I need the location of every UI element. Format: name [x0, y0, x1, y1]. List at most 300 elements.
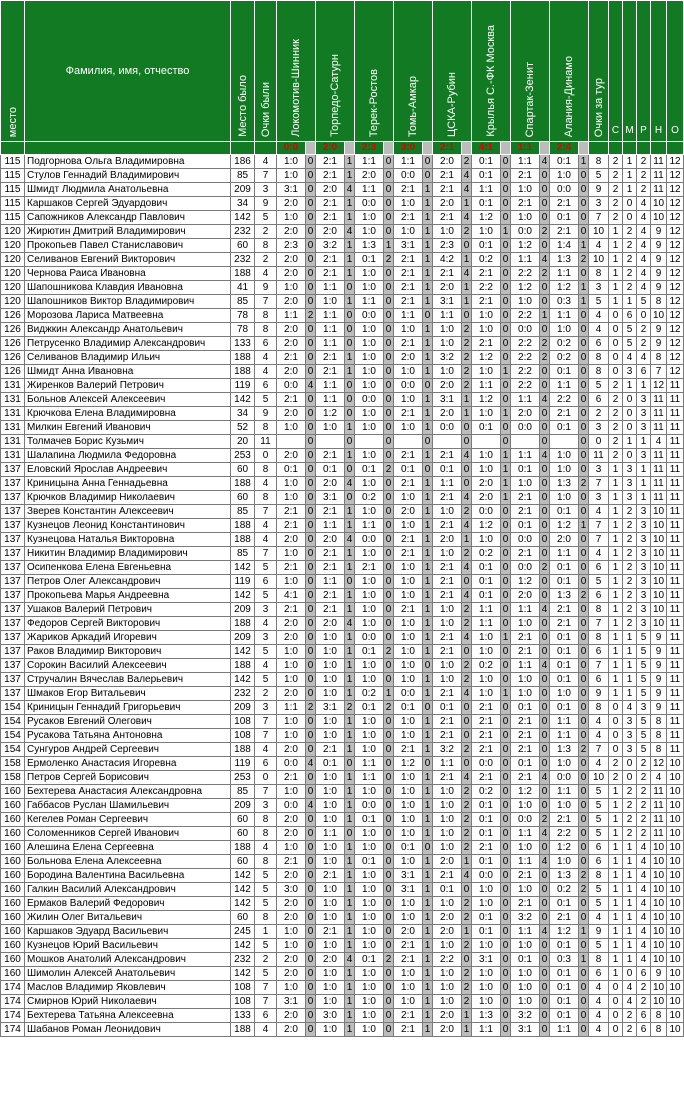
prediction-cell: 0:2	[472, 659, 501, 673]
match-points-cell: 0	[579, 575, 589, 589]
prediction-cell: 1:0	[316, 659, 345, 673]
prediction-cell: 2:0	[277, 897, 306, 911]
prediction-cell: 2:1	[394, 281, 423, 295]
name-cell: Шмаков Егор Витальевич	[25, 687, 231, 701]
name-cell: Петрусенко Владимир Александрович	[25, 337, 231, 351]
prediction-cell: 1:0	[550, 799, 579, 813]
prediction-cell: 1:1	[550, 267, 579, 281]
prediction-cell: 1:0	[355, 841, 384, 855]
stat-cell: 3	[637, 519, 651, 533]
stat-cell: 1	[609, 491, 623, 505]
prev-points-cell: 8	[255, 309, 277, 323]
match-points-cell: 2	[462, 995, 472, 1009]
match-points-cell: 0	[579, 785, 589, 799]
match-points-cell: 1	[345, 505, 355, 519]
match-points-cell: 0	[384, 575, 394, 589]
prediction-cell: 1:0	[355, 1023, 384, 1037]
prediction-cell: 2:1	[433, 631, 462, 645]
match-points-cell: 0	[579, 449, 589, 463]
match-points-cell: 0	[345, 407, 355, 421]
table-row	[1, 197, 684, 211]
name-cell: Жирютин Дмитрий Владимирович	[25, 225, 231, 239]
match-points-cell: 0	[306, 953, 316, 967]
prediction-cell: 2:1	[316, 869, 345, 883]
stat-cell: 2	[623, 799, 637, 813]
match-points-cell: 2	[579, 883, 589, 897]
match-points-cell: 1	[423, 897, 433, 911]
match-points-cell: 0	[384, 869, 394, 883]
prediction-cell: 1:2	[550, 841, 579, 855]
match-points-cell: 0	[384, 169, 394, 183]
match-points-cell: 1	[423, 855, 433, 869]
prediction-cell: 0:1	[550, 659, 579, 673]
name-cell: Ермаков Валерий Федорович	[25, 897, 231, 911]
prediction-cell: 1:1	[472, 183, 501, 197]
match-points-cell: 1	[423, 239, 433, 253]
stat-cell: 10	[651, 939, 667, 953]
stat-cell: 1	[609, 673, 623, 687]
results-spacer	[384, 142, 394, 155]
match-points-cell: 0	[540, 869, 550, 883]
prev-place-cell: 85	[231, 505, 255, 519]
match-points-cell: 0	[423, 701, 433, 715]
prediction-cell: 0:1	[472, 911, 501, 925]
prediction-cell: 2:0	[277, 197, 306, 211]
match-points-cell: 0	[306, 211, 316, 225]
match-points-cell: 0	[579, 841, 589, 855]
prev-place-cell: 188	[231, 267, 255, 281]
prediction-cell: 1:0	[316, 631, 345, 645]
stat-cell: 0	[609, 337, 623, 351]
match-points-cell: 0	[306, 169, 316, 183]
prediction-cell: 0:1	[550, 211, 579, 225]
prediction-cell: 2:1	[316, 253, 345, 267]
prediction-cell: 2:0	[277, 337, 306, 351]
prediction-cell: 1:0	[433, 827, 462, 841]
prediction-cell: 1:0	[472, 939, 501, 953]
match-points-cell: 0	[306, 841, 316, 855]
prediction-cell: 2:1	[433, 169, 462, 183]
stat-cell: 0	[637, 309, 651, 323]
match-points-cell: 4	[462, 519, 472, 533]
prediction-cell: 2:1	[511, 505, 540, 519]
name-cell: Раков Владимир Викторович	[25, 645, 231, 659]
stat-cell: 11	[667, 701, 684, 715]
results-spacer	[255, 142, 277, 155]
match-points-cell: 4	[345, 953, 355, 967]
match-points-cell: 1	[423, 799, 433, 813]
prev-place-cell: 133	[231, 337, 255, 351]
name-cell: Толмачев Борис Кузьмич	[25, 435, 231, 449]
stat-cell: 3	[623, 491, 637, 505]
match-points-cell: 0	[501, 183, 511, 197]
match-points-cell: 1	[423, 533, 433, 547]
match-points-cell: 0	[306, 183, 316, 197]
prediction-cell: 0:0	[355, 393, 384, 407]
tour-points-cell: 8	[589, 267, 609, 281]
prediction-cell: 0:0	[472, 505, 501, 519]
prediction-cell: 1:0	[355, 729, 384, 743]
table-row	[1, 295, 684, 309]
prediction-cell: 0:1	[433, 883, 462, 897]
match-points-cell: 1	[462, 197, 472, 211]
prediction-cell: 0:1	[550, 967, 579, 981]
prediction-cell: 1:1	[433, 309, 462, 323]
stat-cell: 11	[667, 393, 684, 407]
tour-points-cell: 5	[589, 897, 609, 911]
table-row	[1, 841, 684, 855]
prev-place-cell: 85	[231, 295, 255, 309]
prev-place-cell: 119	[231, 757, 255, 771]
match-points-cell: 1	[384, 239, 394, 253]
prediction-cell: 1:0	[277, 575, 306, 589]
match-points-cell: 0	[579, 673, 589, 687]
match-points-cell: 0	[501, 953, 511, 967]
place-cell: 115	[1, 169, 25, 183]
stat-cell: 1	[623, 631, 637, 645]
tour-points-cell: 0	[589, 435, 609, 449]
prediction-cell: 2:1	[394, 407, 423, 421]
prediction-cell: 0:2	[550, 337, 579, 351]
prediction-cell: 1:2	[316, 407, 345, 421]
prediction-cell: 2:1	[511, 869, 540, 883]
prediction-cell: 0:1	[550, 631, 579, 645]
prediction-cell	[316, 435, 345, 449]
stat-cell: 6	[637, 967, 651, 981]
match-points-cell: 0	[579, 981, 589, 995]
match-points-cell: 0	[423, 309, 433, 323]
stat-cell: 11	[651, 813, 667, 827]
stat-cell: 2	[637, 183, 651, 197]
match-points-cell: 0	[579, 169, 589, 183]
match-points-cell: 4	[462, 267, 472, 281]
name-cell: Шалапина Людмила Федоровна	[25, 449, 231, 463]
stat-cell: 4	[637, 953, 651, 967]
prediction-cell: 1:0	[472, 883, 501, 897]
prediction-cell: 1:1	[394, 155, 423, 169]
match-points-cell: 1	[423, 323, 433, 337]
prediction-cell: 1:1	[511, 925, 540, 939]
prediction-cell: 0:1	[433, 463, 462, 477]
prediction-cell: 1:0	[355, 505, 384, 519]
match-points-cell: 2	[462, 351, 472, 365]
match-points-cell: 0	[501, 309, 511, 323]
prediction-cell: 1:1	[433, 477, 462, 491]
prediction-cell: 2:0	[277, 225, 306, 239]
prediction-cell: 2:1	[550, 617, 579, 631]
prediction-cell: 1:0	[316, 687, 345, 701]
prediction-cell: 2:1	[433, 869, 462, 883]
match-points-cell: 0	[501, 575, 511, 589]
stat-cell: 4	[637, 939, 651, 953]
prediction-cell: 0:1	[472, 197, 501, 211]
place-cell: 160	[1, 883, 25, 897]
prediction-cell: 0:1	[472, 575, 501, 589]
stat-cell: 1	[609, 575, 623, 589]
match-points-cell: 0	[423, 841, 433, 855]
prediction-cell: 2:0	[511, 589, 540, 603]
match-header	[277, 1, 316, 142]
match-points-cell: 2	[579, 253, 589, 267]
stat-cell: 0	[609, 1023, 623, 1037]
stat-cell: 1	[623, 883, 637, 897]
stat-cell: 9	[651, 337, 667, 351]
match-points-cell: 0	[384, 435, 394, 449]
prediction-cell: 1:0	[355, 575, 384, 589]
stat-cell: 11	[667, 491, 684, 505]
prediction-cell: 2:1	[355, 561, 384, 575]
stat-cell: 1	[623, 925, 637, 939]
prediction-cell: 0:1	[355, 645, 384, 659]
tour-points-cell: 4	[589, 1009, 609, 1023]
place-cell: 174	[1, 995, 25, 1009]
match-points-cell: 1	[423, 589, 433, 603]
table-row	[1, 883, 684, 897]
table-row	[1, 715, 684, 729]
match-points-cell: 0	[384, 785, 394, 799]
prediction-cell: 2:1	[394, 183, 423, 197]
match-points-cell: 4	[462, 631, 472, 645]
results-spacer	[25, 142, 231, 155]
match-points-cell: 0	[579, 309, 589, 323]
match-points-cell: 0	[540, 1009, 550, 1023]
match-points-cell: 0	[501, 911, 511, 925]
match-points-cell: 0	[579, 337, 589, 351]
stat-cell: 10	[667, 757, 684, 771]
prediction-cell: 0:0	[472, 757, 501, 771]
match-points-cell: 0	[501, 561, 511, 575]
place-cell: 126	[1, 309, 25, 323]
match-points-cell: 0	[306, 491, 316, 505]
match-points-cell: 0	[306, 225, 316, 239]
stat-cell: 1	[623, 911, 637, 925]
table-row	[1, 603, 684, 617]
prediction-cell: 2:2	[472, 281, 501, 295]
name-cell: Шабанов Роман Леонидович	[25, 1023, 231, 1037]
prediction-cell: 2:0	[316, 225, 345, 239]
prev-points-cell: 8	[255, 813, 277, 827]
prediction-cell: 2:1	[316, 169, 345, 183]
prev-place-cell: 209	[231, 183, 255, 197]
tour-points-header-label: Очки за тур	[592, 77, 605, 137]
prediction-cell: 1:1	[355, 155, 384, 169]
stat-cell: 3	[637, 575, 651, 589]
match-points-cell: 2	[462, 981, 472, 995]
prediction-cell: 2:1	[394, 603, 423, 617]
tour-points-cell: 6	[589, 967, 609, 981]
prediction-cell: 1:0	[277, 715, 306, 729]
table-row	[1, 379, 684, 393]
match-points-cell: 0	[579, 659, 589, 673]
prediction-cell: 0:1	[511, 519, 540, 533]
table-row	[1, 757, 684, 771]
table-row	[1, 225, 684, 239]
prediction-cell: 2:1	[550, 407, 579, 421]
match-points-cell: 0	[540, 953, 550, 967]
stat-cell: 2	[637, 785, 651, 799]
match-points-cell: 1	[579, 953, 589, 967]
prediction-cell: 1:0	[316, 939, 345, 953]
prev-points-cell: 8	[255, 323, 277, 337]
stat-cell: 11	[667, 477, 684, 491]
match-points-cell: 0	[579, 547, 589, 561]
match-points-cell: 1	[423, 211, 433, 225]
match-points-cell: 0	[306, 659, 316, 673]
match-points-cell: 0	[501, 603, 511, 617]
prev-place-cell: 232	[231, 953, 255, 967]
prediction-cell: 1:0	[394, 197, 423, 211]
match-points-cell: 1	[345, 729, 355, 743]
prediction-cell: 2:0	[316, 617, 345, 631]
table-row	[1, 519, 684, 533]
prediction-cell: 2:1	[550, 603, 579, 617]
prediction-cell: 1:0	[394, 785, 423, 799]
match-points-cell: 0	[579, 827, 589, 841]
prediction-cell: 1:0	[394, 645, 423, 659]
prediction-cell: 2:1	[316, 211, 345, 225]
table-row	[1, 701, 684, 715]
prediction-cell: 0:0	[277, 799, 306, 813]
match-points-cell: 0	[384, 855, 394, 869]
place-cell: 137	[1, 575, 25, 589]
name-cell: Шмидт Людмила Анатольевна	[25, 183, 231, 197]
match-points-cell: 2	[462, 911, 472, 925]
prediction-cell: 3:2	[511, 1009, 540, 1023]
prediction-cell: 0:0	[277, 757, 306, 771]
match-points-cell: 0	[579, 491, 589, 505]
match-header	[355, 1, 394, 142]
match-points-cell: 0	[501, 659, 511, 673]
prediction-cell: 1:0	[550, 463, 579, 477]
prediction-cell: 1:2	[550, 925, 579, 939]
match-points-cell: 1	[423, 267, 433, 281]
prediction-cell: 1:0	[316, 883, 345, 897]
prediction-cell: 1:1	[472, 603, 501, 617]
prediction-cell: 2:1	[277, 393, 306, 407]
match-points-cell: 1	[345, 211, 355, 225]
prediction-cell: 1:0	[433, 939, 462, 953]
results-spacer	[1, 142, 25, 155]
place-cell: 137	[1, 519, 25, 533]
match-points-cell: 0	[501, 211, 511, 225]
match-points-cell: 1	[423, 939, 433, 953]
prev-points-cell: 0	[255, 449, 277, 463]
prediction-cell: 1:0	[316, 911, 345, 925]
stat-cell: 4	[637, 253, 651, 267]
prev-place-cell: 253	[231, 449, 255, 463]
prev-points-cell: 2	[255, 225, 277, 239]
stat-cell: 3	[637, 393, 651, 407]
tour-points-cell: 9	[589, 925, 609, 939]
prediction-cell: 1:0	[394, 617, 423, 631]
stat-cell: 1	[609, 267, 623, 281]
match-points-cell: 4	[462, 183, 472, 197]
name-cell: Бехтерева Анастасия Александровна	[25, 785, 231, 799]
match-points-cell: 1	[501, 631, 511, 645]
name-cell: Бородина Валентина Васильевна	[25, 869, 231, 883]
stat-cell: 10	[651, 575, 667, 589]
prediction-cell: 1:0	[277, 729, 306, 743]
table-row	[1, 925, 684, 939]
name-cell: Ушаков Валерий Петрович	[25, 603, 231, 617]
stat-cell: 2	[637, 169, 651, 183]
prediction-cell: 2:1	[394, 295, 423, 309]
stat-cell: 1	[637, 463, 651, 477]
prediction-cell: 1:0	[472, 533, 501, 547]
name-cell: Федоров Сергей Викторович	[25, 617, 231, 631]
stat-cell: 0	[623, 449, 637, 463]
match-points-cell: 0	[540, 281, 550, 295]
name-cell: Виджкин Александр Анатольевич	[25, 323, 231, 337]
match-points-cell: 1	[423, 911, 433, 925]
match-points-cell: 0	[579, 715, 589, 729]
stat-cell: 3	[637, 449, 651, 463]
stat-cell: 1	[609, 659, 623, 673]
match-points-cell: 0	[540, 463, 550, 477]
place-cell: 115	[1, 183, 25, 197]
stat-cell: 1	[609, 687, 623, 701]
stat-cell: 2	[609, 771, 623, 785]
stat-cell: 11	[667, 645, 684, 659]
match-points-cell: 0	[384, 295, 394, 309]
match-points-cell: 0	[384, 197, 394, 211]
stat-cell: 1	[609, 813, 623, 827]
match-points-cell: 0	[306, 589, 316, 603]
prev-points-cell: 5	[255, 561, 277, 575]
stat-cell: 5	[637, 659, 651, 673]
prediction-cell: 1:0	[394, 365, 423, 379]
match-points-cell: 0	[579, 225, 589, 239]
stat-cell: 5	[623, 337, 637, 351]
match-points-cell: 0	[306, 267, 316, 281]
prediction-cell	[550, 435, 579, 449]
prediction-cell: 0:1	[550, 701, 579, 715]
prediction-cell: 2:1	[394, 1009, 423, 1023]
prediction-cell: 1:1	[511, 253, 540, 267]
table-row	[1, 981, 684, 995]
prev-place-cell: 209	[231, 701, 255, 715]
match-points-cell: 1	[423, 673, 433, 687]
prediction-cell: 1:0	[511, 981, 540, 995]
match-points-cell: 0	[579, 365, 589, 379]
stat-cell: 2	[623, 1009, 637, 1023]
stat-cell: 4	[637, 911, 651, 925]
stat-cell: 11	[667, 407, 684, 421]
prediction-cell: 1:1	[355, 757, 384, 771]
tour-points-cell: 3	[589, 491, 609, 505]
match-points-cell: 1	[423, 883, 433, 897]
match-points-cell: 0	[306, 253, 316, 267]
prediction-cell: 2:1	[394, 547, 423, 561]
match-points-cell: 0	[579, 603, 589, 617]
match-points-cell: 1	[501, 225, 511, 239]
stat-header-label: О	[671, 125, 679, 136]
match-points-cell: 0	[384, 561, 394, 575]
match-points-cell: 0	[423, 757, 433, 771]
prediction-cell: 3:2	[433, 743, 462, 757]
prediction-cell: 1:1	[316, 827, 345, 841]
table-body	[1, 155, 684, 1037]
match-points-cell: 0	[384, 337, 394, 351]
table-row	[1, 435, 684, 449]
prediction-cell: 2:0	[277, 953, 306, 967]
prev-points-cell: 4	[255, 533, 277, 547]
match-points-cell: 0	[501, 323, 511, 337]
stat-cell: 8	[651, 729, 667, 743]
tour-points-cell: 4	[589, 995, 609, 1009]
stat-cell: 10	[667, 1023, 684, 1037]
prediction-cell: 2:0	[277, 967, 306, 981]
